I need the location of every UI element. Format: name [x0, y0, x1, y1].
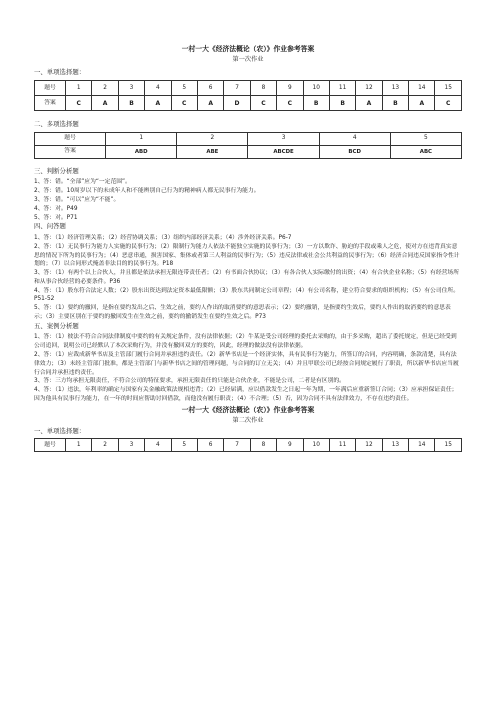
document-subtitle: 第一次作业 [232, 56, 264, 64]
row-label-answer: 答案 [35, 145, 106, 158]
table-cell: 5 [171, 81, 197, 96]
table-cell: 11 [329, 438, 355, 451]
table-cell: 15 [435, 81, 462, 96]
table-cell: 9 [277, 438, 303, 451]
answer-cell: C [171, 96, 197, 111]
answer-item: 1、答：（1）彼法不符合合同法律制度中要约的有关规定条件，没有法律依据；（2）牛某是受公司经理的委托去采购的，由于多采购，超出了委托规定，但是已经受到公司追回，说明公司已经默认了本次采购行为，并没有撤回双方的要约，因此，经理的做法没有法律依据。 [34, 334, 457, 350]
table-cell: 2 [92, 438, 118, 451]
answer-cell: B [303, 96, 329, 111]
table-cell: 3 [118, 438, 144, 451]
table-cell: 12 [356, 438, 382, 451]
answer-cell: A [356, 96, 382, 111]
document-subtitle-2: 第二次作业 [232, 417, 264, 425]
answer-item: 3、答：三方均承担无限责任，不符合公司的特征要求，承担无限责任的只能是合伙企业，不能是公司，二者是有区别的。 [34, 378, 345, 385]
table-cell: 14 [409, 438, 435, 451]
answer-cell: C [66, 96, 92, 111]
table-cell: 14 [409, 81, 435, 96]
answer-cell: ABE [177, 145, 248, 158]
table-cell: 13 [382, 81, 408, 96]
table-cell: 11 [329, 81, 355, 96]
table-cell: 3 [248, 132, 319, 145]
answer-cell: C [250, 96, 276, 111]
answer-cell: B [329, 96, 355, 111]
table-cell: 1 [66, 438, 92, 451]
answer-cell: D [224, 96, 250, 111]
table-cell: 2 [92, 81, 118, 96]
table-cell: 7 [224, 438, 250, 451]
table-cell: 6 [197, 438, 223, 451]
table-cell: 10 [303, 438, 329, 451]
answer-cell: B [382, 96, 408, 111]
table-row-numbers [35, 132, 462, 145]
table-cell: 9 [277, 81, 303, 96]
table-cell: 4 [145, 438, 171, 451]
table-cell: 10 [303, 81, 329, 96]
table-cell: 2 [177, 132, 248, 145]
table-cell: 5 [390, 132, 461, 145]
single-choice-answer-table-2 [34, 438, 462, 452]
table-cell: 13 [382, 438, 408, 451]
multi-choice-answer-table [34, 132, 462, 159]
answer-item: 3、答：错。“可以”应为“不能”。 [34, 196, 120, 203]
answer-item: 4、答：（1）股东符合法定人数；（2）股东出资达到法定资本最低限额；（3）股东共同制定公司章程；（4）有公司名称，建立符合要求的组织机构；（5）有公司住所。P51-52 [34, 287, 460, 303]
table-cell: 1 [66, 81, 92, 96]
answer-item: 2、答：（1）应裁成新华书店及主管部门履行合同并承担违约责任。（2）新华书店是一个经济实体，具有民事行为能力，所签订的合同，内容明确，条款清楚，具有法律效力；（3）未经主管部门批准，都是主管部门与新华书店之间的管理问题，与合同的订立无关；（4）并且甲联公司已经按合同规定履行了职责，所以新华书店应当履行合同并承担违约责任。 [34, 352, 459, 376]
table-cell: 8 [250, 438, 276, 451]
answer-cell: ABD [106, 145, 177, 158]
answer-cell: A [409, 96, 435, 111]
table-cell: 15 [435, 438, 462, 451]
answer-cell: BCD [319, 145, 390, 158]
answer-item: 2、答：（1）无民事行为能力人实施的民事行为；（2）限制行为能力人依法不能独立实施的民事行为；（3）一方以欺诈、胁迫的手段或乘人之危，使对方在违背真实意思的情况下所为的民事行为；（4）恶意串通，损害国家、集体或者第三人利益的民事行为；（5）违反法律或社会公共利益的民事行为；（6）经济合同违反国家指令性计划的；（7）以合同形式掩盖非法目的的民事行为。P18 [34, 243, 460, 268]
document-page [34, 44, 462, 452]
table-cell: 12 [356, 81, 382, 96]
row-label-question: 题号 [35, 132, 106, 145]
answer-cell: C [435, 96, 462, 111]
row-label-question: 题号 [35, 438, 66, 451]
table-row-answers [35, 96, 462, 111]
answer-item: 2、答：错。10周岁以下的未成年人和不能辨别自己行为的精神病人都无民事行为能力。 [34, 188, 260, 195]
table-row-numbers [35, 81, 462, 96]
table-cell: 8 [250, 81, 276, 96]
section-heading-cases: 五、案例分析题 [34, 321, 79, 330]
answer-item: 5、答：（1）要约的撤回，是指在要约发出之后、生效之前，要约人作出的取消要约的意思表示；（2）要约撤销，是指要约生效后，要约人作出的取消要约的意思表示；（3）主要区别在于要约的撤回发生在生效之前，要约的撤销发生在要约生效之后。P73 [34, 305, 451, 321]
answer-cell: B [118, 96, 144, 111]
answer-item: 4、答：（1）违法，年利率的确定与国家有关金融政策法规相违背；（2）已经届满，应以借款发生之日起一年为期，一年满后应重新签订合同；（3）应承担保证责任；因为他具有民事行为能力，在一年的时间应帮助讨回借款，而他没有履行职责；（4）不合理；（5）否，因为合同不具有法律效力，不存在违约责任。 [34, 387, 458, 403]
answer-cell: C [277, 96, 303, 111]
section-heading-single-choice: 一、单项选择题： [34, 68, 86, 77]
answer-item: 3、答：（1）有两个以上合伙人，并且都是依法承担无限连带责任者；（2）有书面合伙协议；（3）有各合伙人实际缴付的出资；（4）有合伙企业名称；（5）有经营场所和从事合伙经营的必要条件。P36 [34, 270, 460, 285]
row-label-question: 题号 [35, 81, 66, 96]
answer-cell: ABC [390, 145, 461, 158]
section-heading-multi-choice: 二、多项选择题 [34, 120, 79, 129]
answer-cell: A [92, 96, 118, 111]
table-cell: 3 [118, 81, 144, 96]
answer-item: 1、答：错。“全部”应为“一定范围”。 [34, 179, 131, 186]
answer-cell: A [145, 96, 171, 111]
answer-item: 1、答：（1）经济管理关系；（2）经营协调关系；（3）组织内部经济关系；（4）涉外经济关系。P6-7 [34, 234, 292, 241]
table-cell: 1 [106, 132, 177, 145]
section-heading-judgment: 三、判断分析题 [34, 166, 79, 175]
answer-item: 4、答：对。P49 [34, 205, 78, 212]
section-heading-single-choice-2: 一、单项选择题： [34, 427, 86, 436]
table-cell: 5 [171, 438, 197, 451]
table-cell: 4 [319, 132, 390, 145]
row-label-answer: 答案 [35, 96, 66, 111]
answer-cell: A [197, 96, 223, 111]
table-row-numbers [35, 438, 462, 451]
table-cell: 6 [197, 81, 223, 96]
section-heading-questions: 四、问答题 [34, 222, 66, 231]
single-choice-answer-table [34, 80, 462, 111]
answer-item: 5、答：对。P71 [34, 214, 78, 221]
document-title-2: 一村一大《经济法概论（农）》作业参考答案 [181, 405, 315, 414]
table-cell: 4 [145, 81, 171, 96]
document-title: 一村一大《经济法概论（农）》作业参考答案 [181, 45, 315, 53]
table-cell: 7 [224, 81, 250, 96]
answer-cell: ABCDE [248, 145, 319, 158]
table-row-answers [35, 145, 462, 158]
